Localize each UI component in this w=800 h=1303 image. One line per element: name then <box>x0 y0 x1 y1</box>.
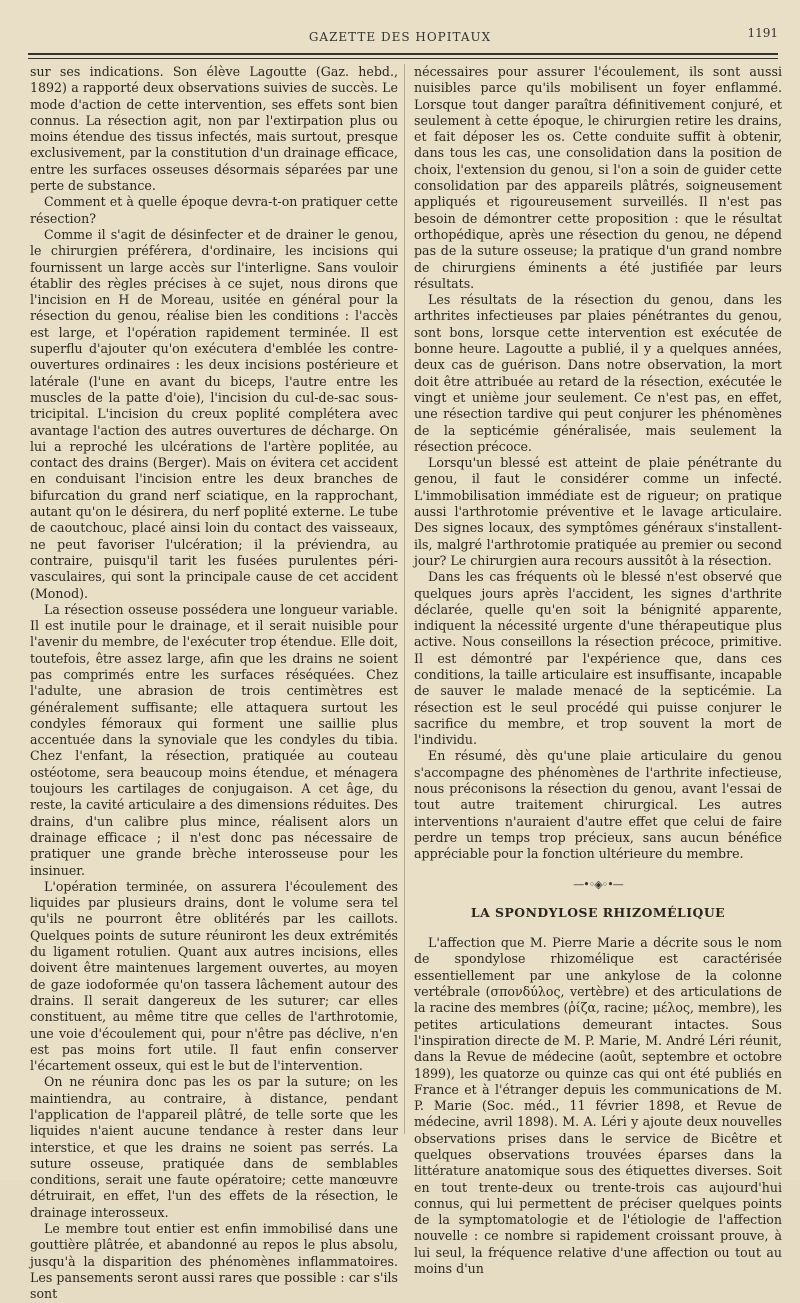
header-rule-thin <box>28 58 778 59</box>
page-number: 1191 <box>747 26 778 40</box>
paragraph: On ne réunira donc pas les os par la suture; on les maintiendra, au contraire, à distance, pendant l'application de l'appareil plâtré, de telle sorte que les liquides n'aient aucune tendance à rester dans leur interstice, et que les drains ne soient pas serrés. La suture osseuse, pratiquée dans de semblables conditions, serait une faute opératoire; cette manœuvre détruirait, en effet, l'un des effets de la résection, le drainage interosseux. <box>30 1074 398 1220</box>
paragraph: Comme il s'agit de désinfecter et de drainer le genou, le chirurgien préférera, d'ordinaire, les incisions qui fournissent un large accès sur l'interligne. Sans vouloir établir des règles précises à ce sujet, nous dirons que l'incision en H de Moreau, usitée en général pour la résection du genou, réalise bien les conditions : l'accès est large, et l'opération rapidement terminée. Il est superflu d'ajouter qu'on exécutera d'emblée les contre-ouvertures ordinaires : les deux incisions postérieure et latérale (l'une en avant du biceps, l'autre entre les muscles de la patte d'oie), l'incision du cul-de-sac sous-tricipital. L'incision du creux poplité complétera avec avantage l'action des autres ouvertures de décharge. On lui a reproché les ulcérations de l'artère poplitée, au contact des drains (Berger). Mais on évitera cet accident en conduisant l'incision entre les deux branches de bifurcation du grand nerf sciatique, en la rapprochant, autant qu'on le désirera, du nerf poplité externe. Le tube de caoutchouc, placé ainsi loin du contact des vaisseaux, ne peut favoriser l'ulcération; il la préviendra, au contraire, puisqu'il tarit les fusées purulentes péri-vasculaires, qui sont la principale cause de cet accident (Monod). <box>30 226 398 601</box>
section-title: LA SPONDYLOSE RHIZOMÉLIQUE <box>470 904 726 920</box>
paragraph: nécessaires pour assurer l'écoulement, ils sont aussi nuisibles parce qu'ils mobilisent un foyer enflammé. Lorsque tout danger paraîtra définitivement conjuré, et seulement à cette époque, le chirurgien retire les drains, et fait déposer les os. Cette conduite suffit à obtenir, dans tous les cas, une consolidation dans la position de choix, l'extension du genou, si l'on a soin de guider cette consolidation par des appareils plâtrés, soigneusement appliqués et rigoureusement surveillés. Il n'est pas besoin de démontrer cette proposition : que le résultat orthopédique, après une résection du genou, ne dépend pas de la suture osseuse; la pratique d'un grand nombre de chirurgiens éminents a été justifiée par leurs résultats. <box>414 64 782 291</box>
paragraph: L'opération terminée, on assurera l'écoulement des liquides par plusieurs drains, dont le volume sera tel qu'ils ne pourront être oblitérés par les caillots. Quelques points de suture réuniront les deux extrémités du ligament rotulien. Quant aux autres incisions, elles doivent être maintenues largement ouvertes, au moyen de gaze iodoformée qu'on tassera lâchement autour des drains. Il serait dangereux de les suturer; car elles constituent, au même titre que celles de l'arthrotomie, une voie d'écoulement qui, pour n'être pas déclive, n'en est pas moins fort utile. Il faut enfin conserver l'écartement osseux, qui est le but de l'intervention. <box>30 878 398 1074</box>
column-divider <box>404 64 405 1134</box>
paragraph: La résection osseuse possédera une longueur variable. Il est inutile pour le drainage, et il serait nuisible pour l'avenir du membre, de l'exécuter trop étendue. Elle doit, toutefois, être assez large, afin que les drains ne soient pas comprimés entre les surfaces réséquées. Chez l'adulte, une abrasion de trois centimètres est généralement suffisante; elle attaquera surtout les condyles fémoraux qui forment une saillie plus accentuée dans la synoviale que les condyles du tibia. Chez l'enfant, la résection, pratiquée au couteau ostéotome, sera beaucoup moins étendue, et ménagera toujours les cartilages de conjugaison. A cet âge, du reste, la cavité articulaire a des dimensions réduites. Des drains, d'un calibre plus mince, réalisent alors un drainage efficace ; il n'est donc pas nécessaire de pratiquer une grande brèche interosseuse pour les insinuer. <box>30 601 398 878</box>
left-column <box>30 64 398 1303</box>
section-ornament: —•◦◈◦•— <box>573 877 623 891</box>
paragraph: En résumé, dès qu'une plaie articulaire du genou s'accompagne des phénomènes de l'arthrite infectieuse, nous préconisons la résection du genou, avant l'essai de tout autre traitement chirurgical. Les autres interventions n'auraient d'autre effet que celui de faire perdre un temps trop précieux, sans aucun bénéfice appréciable pour la fonction ultérieure du membre. <box>414 748 782 862</box>
paragraph: Le membre tout entier est enfin immobilisé dans une gouttière plâtrée, et abandonné au repos le plus absolu, jusqu'à la disparition des phénomènes inflammatoires. Les pansements seront aussi rares que possible : car s'ils sont <box>30 1221 398 1302</box>
paragraph: sur ses indications. Son élève Lagoutte (Gaz. hebd., 1892) a rapporté deux observations suivies de succès. Le mode d'action de cette intervention, ses effets sont bien connus. La résection agit, non par l'extirpation plus ou moins étendue des tissus infectés, mais surtout, presque exclusivement, par la constitution d'un drainage efficace, entre les surfaces osseuses désormais séparées par une perte de substance. <box>30 64 398 194</box>
paragraph: Les résultats de la résection du genou, dans les arthrites infectieuses par plaies pénétrantes du genou, sont bons, lorsque cette intervention est exécutée de bonne heure. Lagoutte a publié, il y a quelques années, deux cas de guérison. Dans notre observation, la mort doit être attribuée au retard de la résection, exécutée le vingt et unième jour seulement. Ce n'est pas, en effet, une résection tardive qui peut conjurer les phénomènes de la septicémie généralisée, mais seulement la résection précoce. <box>414 292 782 454</box>
paragraph: Dans les cas fréquents où le blessé n'est observé que quelques jours après l'accident, les signes d'arthrite déclarée, quelle qu'en soit la bénignité apparente, indiquent la nécessité urgente d'une thérapeutique plus active. Nous conseillons la résection précoce, primitive. Il est démontré par l'expérience que, dans ces conditions, la taille articulaire est insuffisante, incapable de sauver le malade menacé de la septicémie. La résection est le seul procédé qui puisse conjurer le sacrifice du membre, et trop souvent la mort de l'individu. <box>414 569 782 748</box>
running-head: GAZETTE DES HOPITAUX <box>308 30 492 44</box>
paragraph: Lorsqu'un blessé est atteint de plaie pénétrante du genou, il faut le considérer comme un infecté. L'immobilisation immédiate est de rigueur; on pratique aussi l'arthrotomie préventive et le lavage articulaire. Des signes locaux, des symptômes généraux s'installent-ils, malgré l'arthrotomie pratiquée au premier ou second jour? Le chirurgien aura recours aussitôt à la résection. <box>414 455 782 568</box>
paragraph: Comment et à quelle époque devra-t-on pratiquer cette résection? <box>30 194 398 226</box>
right-column <box>414 64 782 1277</box>
paragraph: L'affection que M. Pierre Marie a décrite sous le nom de spondylose rhizomélique est caractérisée essentiellement par une ankylose de la colonne vertébrale (σπονδύλος, vertèbre) et des articulations de la racine des membres (ῥίζα, racine; μέλος, membre), les petites articulations demeurant intactes. Sous l'inspiration directe de M. P. Marie, M. André Léri réunit, dans la Revue de médecine (août, septembre et octobre 1899), les quatorze ou quinze cas qui ont été publiés en France et à l'étranger depuis les communications de M. P. Marie (Soc. méd., 11 février 1898, et Revue de médecine, avril 1898). M. A. Léri y ajoute deux nouvelles observations prises dans le service de Bicêtre et quelques observations trouvées éparses dans la littérature anatomique sous des étiquettes diverses. Soit en tout trente-deux ou trente-trois cas aujourd'hui connus, qui lui permettent de préciser quelques points de la symptomatologie et de l'étiologie de l'affection nouvelle : ce nombre si rapidement croissant prouve, à lui seul, la fréquence relative d'une affection ou tout au moins d'un <box>414 935 782 1277</box>
header-rule <box>28 53 778 55</box>
